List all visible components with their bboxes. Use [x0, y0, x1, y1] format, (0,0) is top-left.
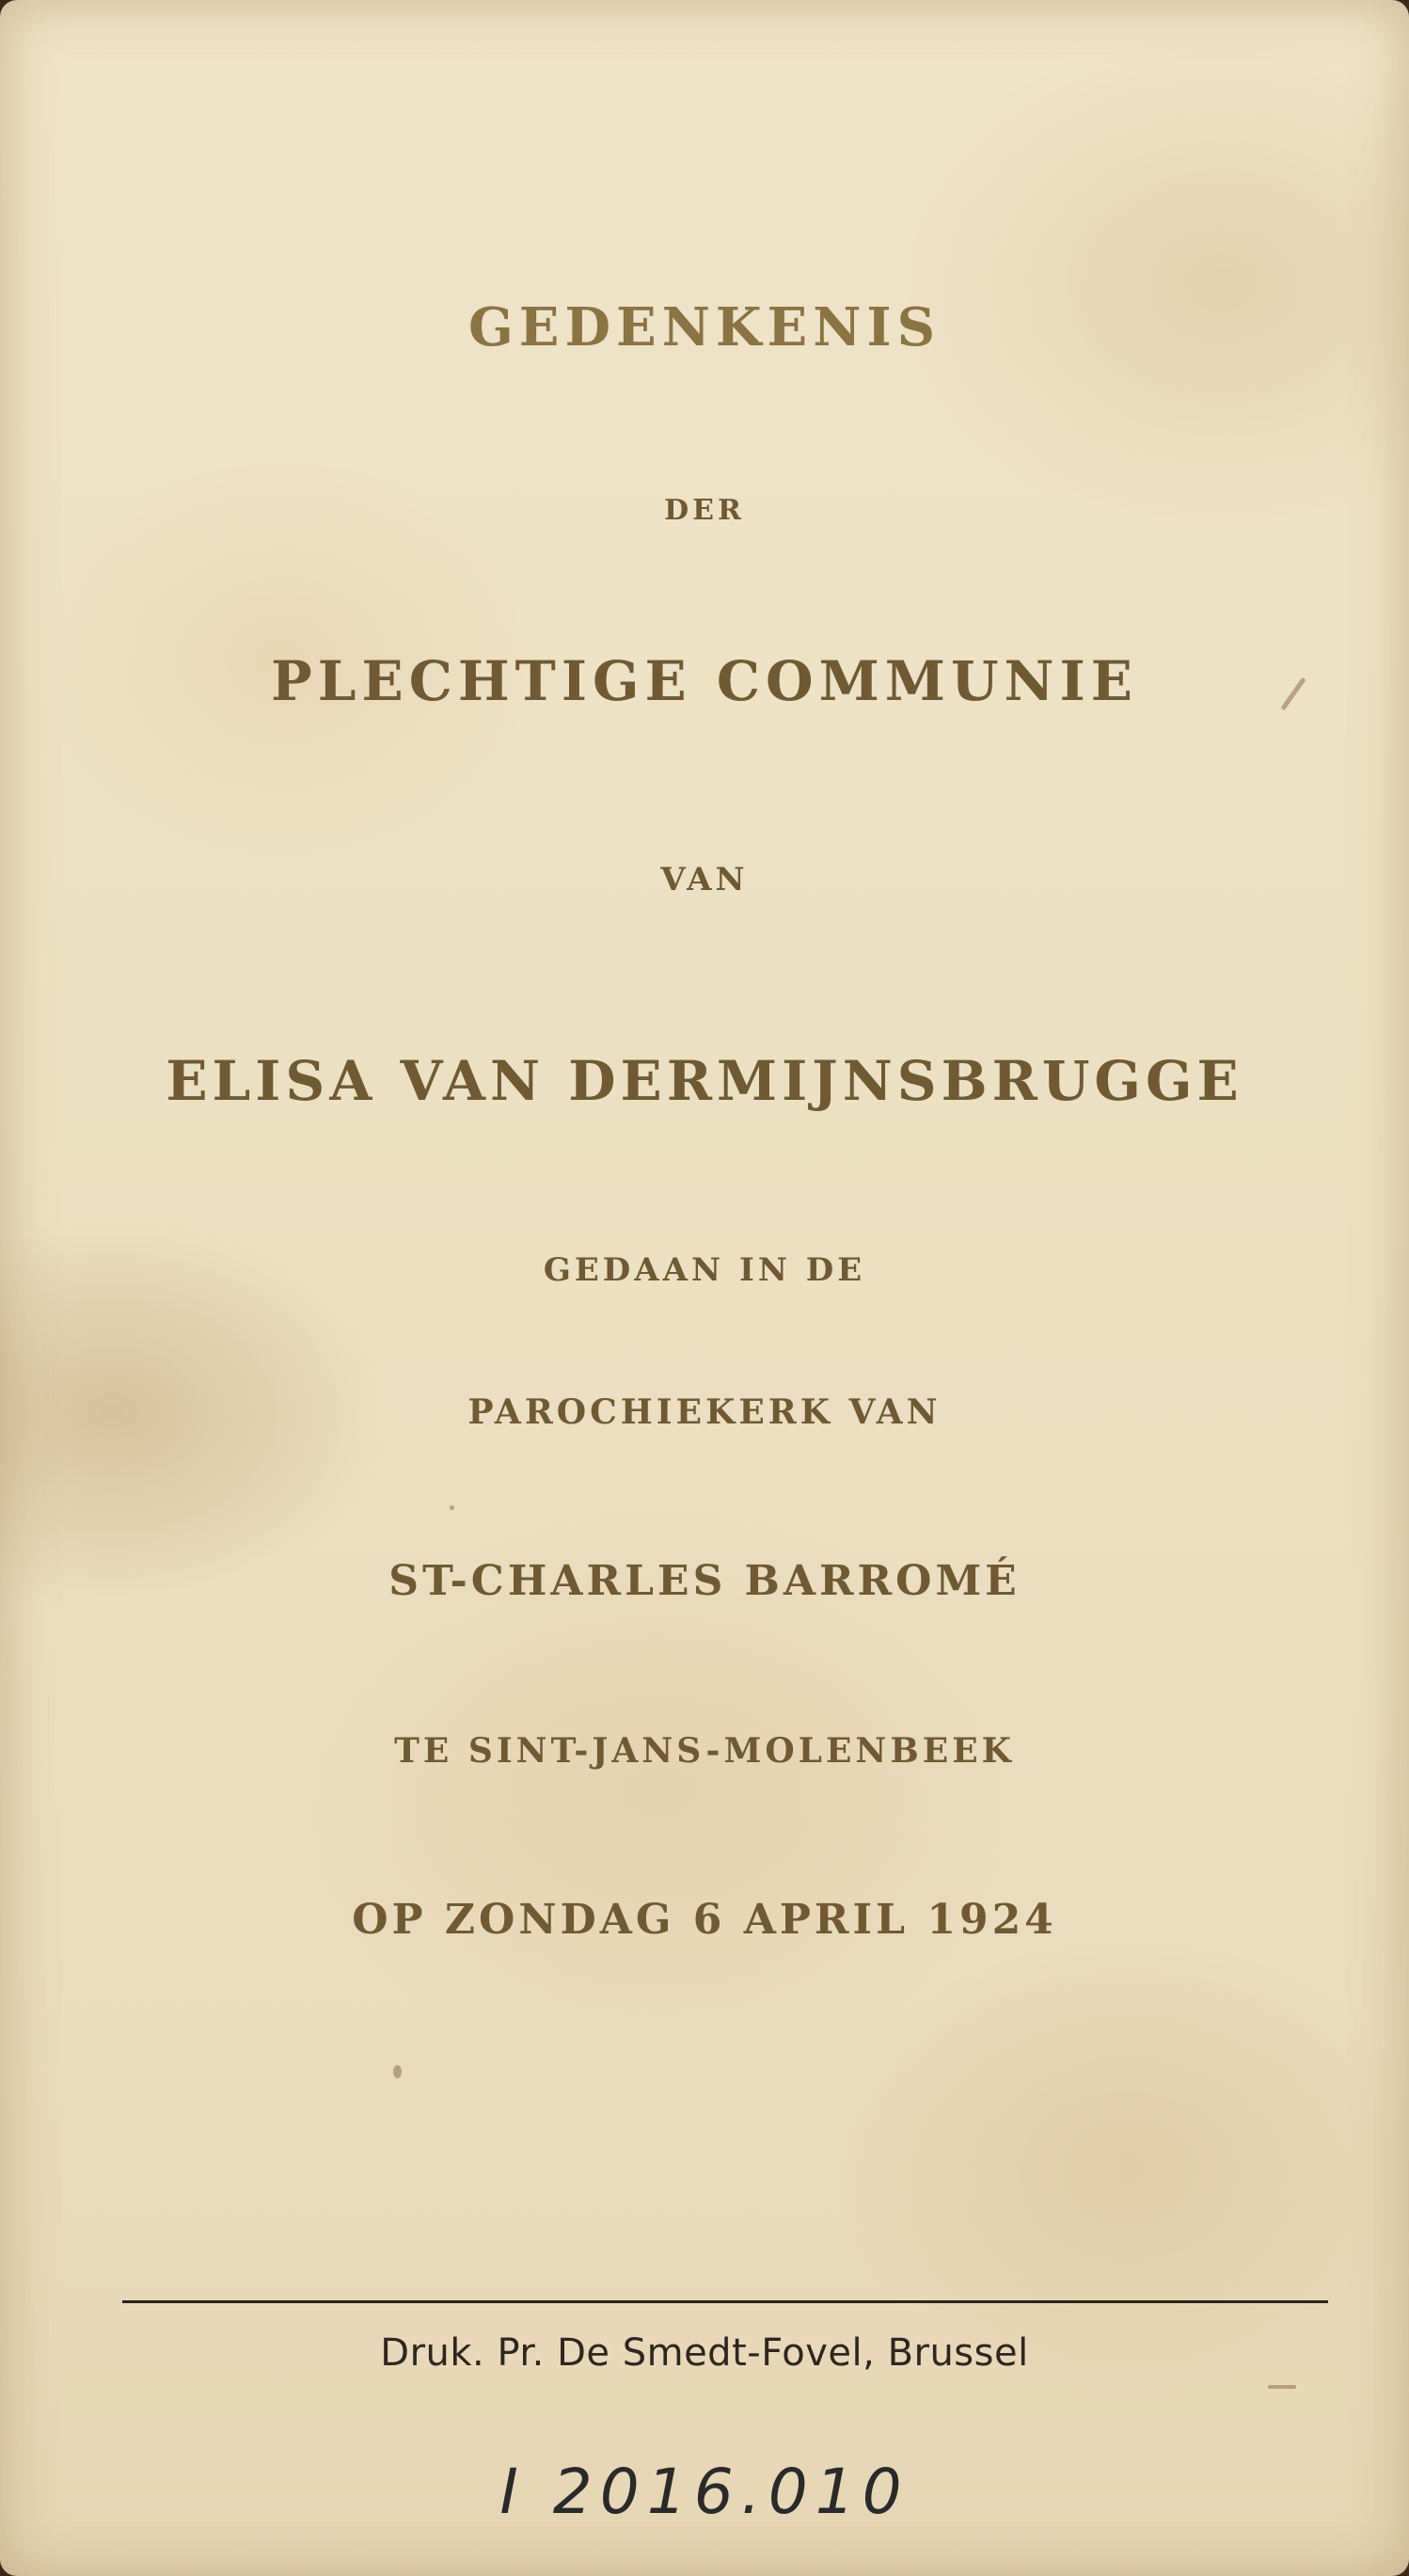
paper-speck [1268, 2385, 1296, 2389]
line-der: DER [664, 494, 745, 527]
paper-speck [450, 1505, 454, 1510]
communicant-name: ELISA VAN DERMIJNSBRUGGE [166, 1049, 1243, 1113]
printer-credit: Druk. Pr. De Smedt-Fovel, Brussel [380, 2331, 1029, 2375]
paper-speck [393, 2065, 402, 2078]
handwritten-inventory-number: I 2016.010 [499, 2456, 910, 2528]
location-line: TE SINT-JANS-MOLENBEEK [394, 1731, 1015, 1771]
line-gedaan-in-de: GEDAAN IN DE [543, 1251, 866, 1289]
line-parochiekerk-van: PAROCHIEKERK VAN [467, 1392, 942, 1432]
church-name: ST-CHARLES BARROMÉ [388, 1557, 1021, 1605]
line-van: VAN [660, 861, 749, 898]
title-plechtige-communie: PLECHTIGE COMMUNIE [271, 649, 1138, 713]
date-line: OP ZONDAG 6 APRIL 1924 [352, 1896, 1057, 1944]
divider-line [122, 2300, 1328, 2303]
title-gedenkenis: GEDENKENIS [467, 296, 942, 358]
